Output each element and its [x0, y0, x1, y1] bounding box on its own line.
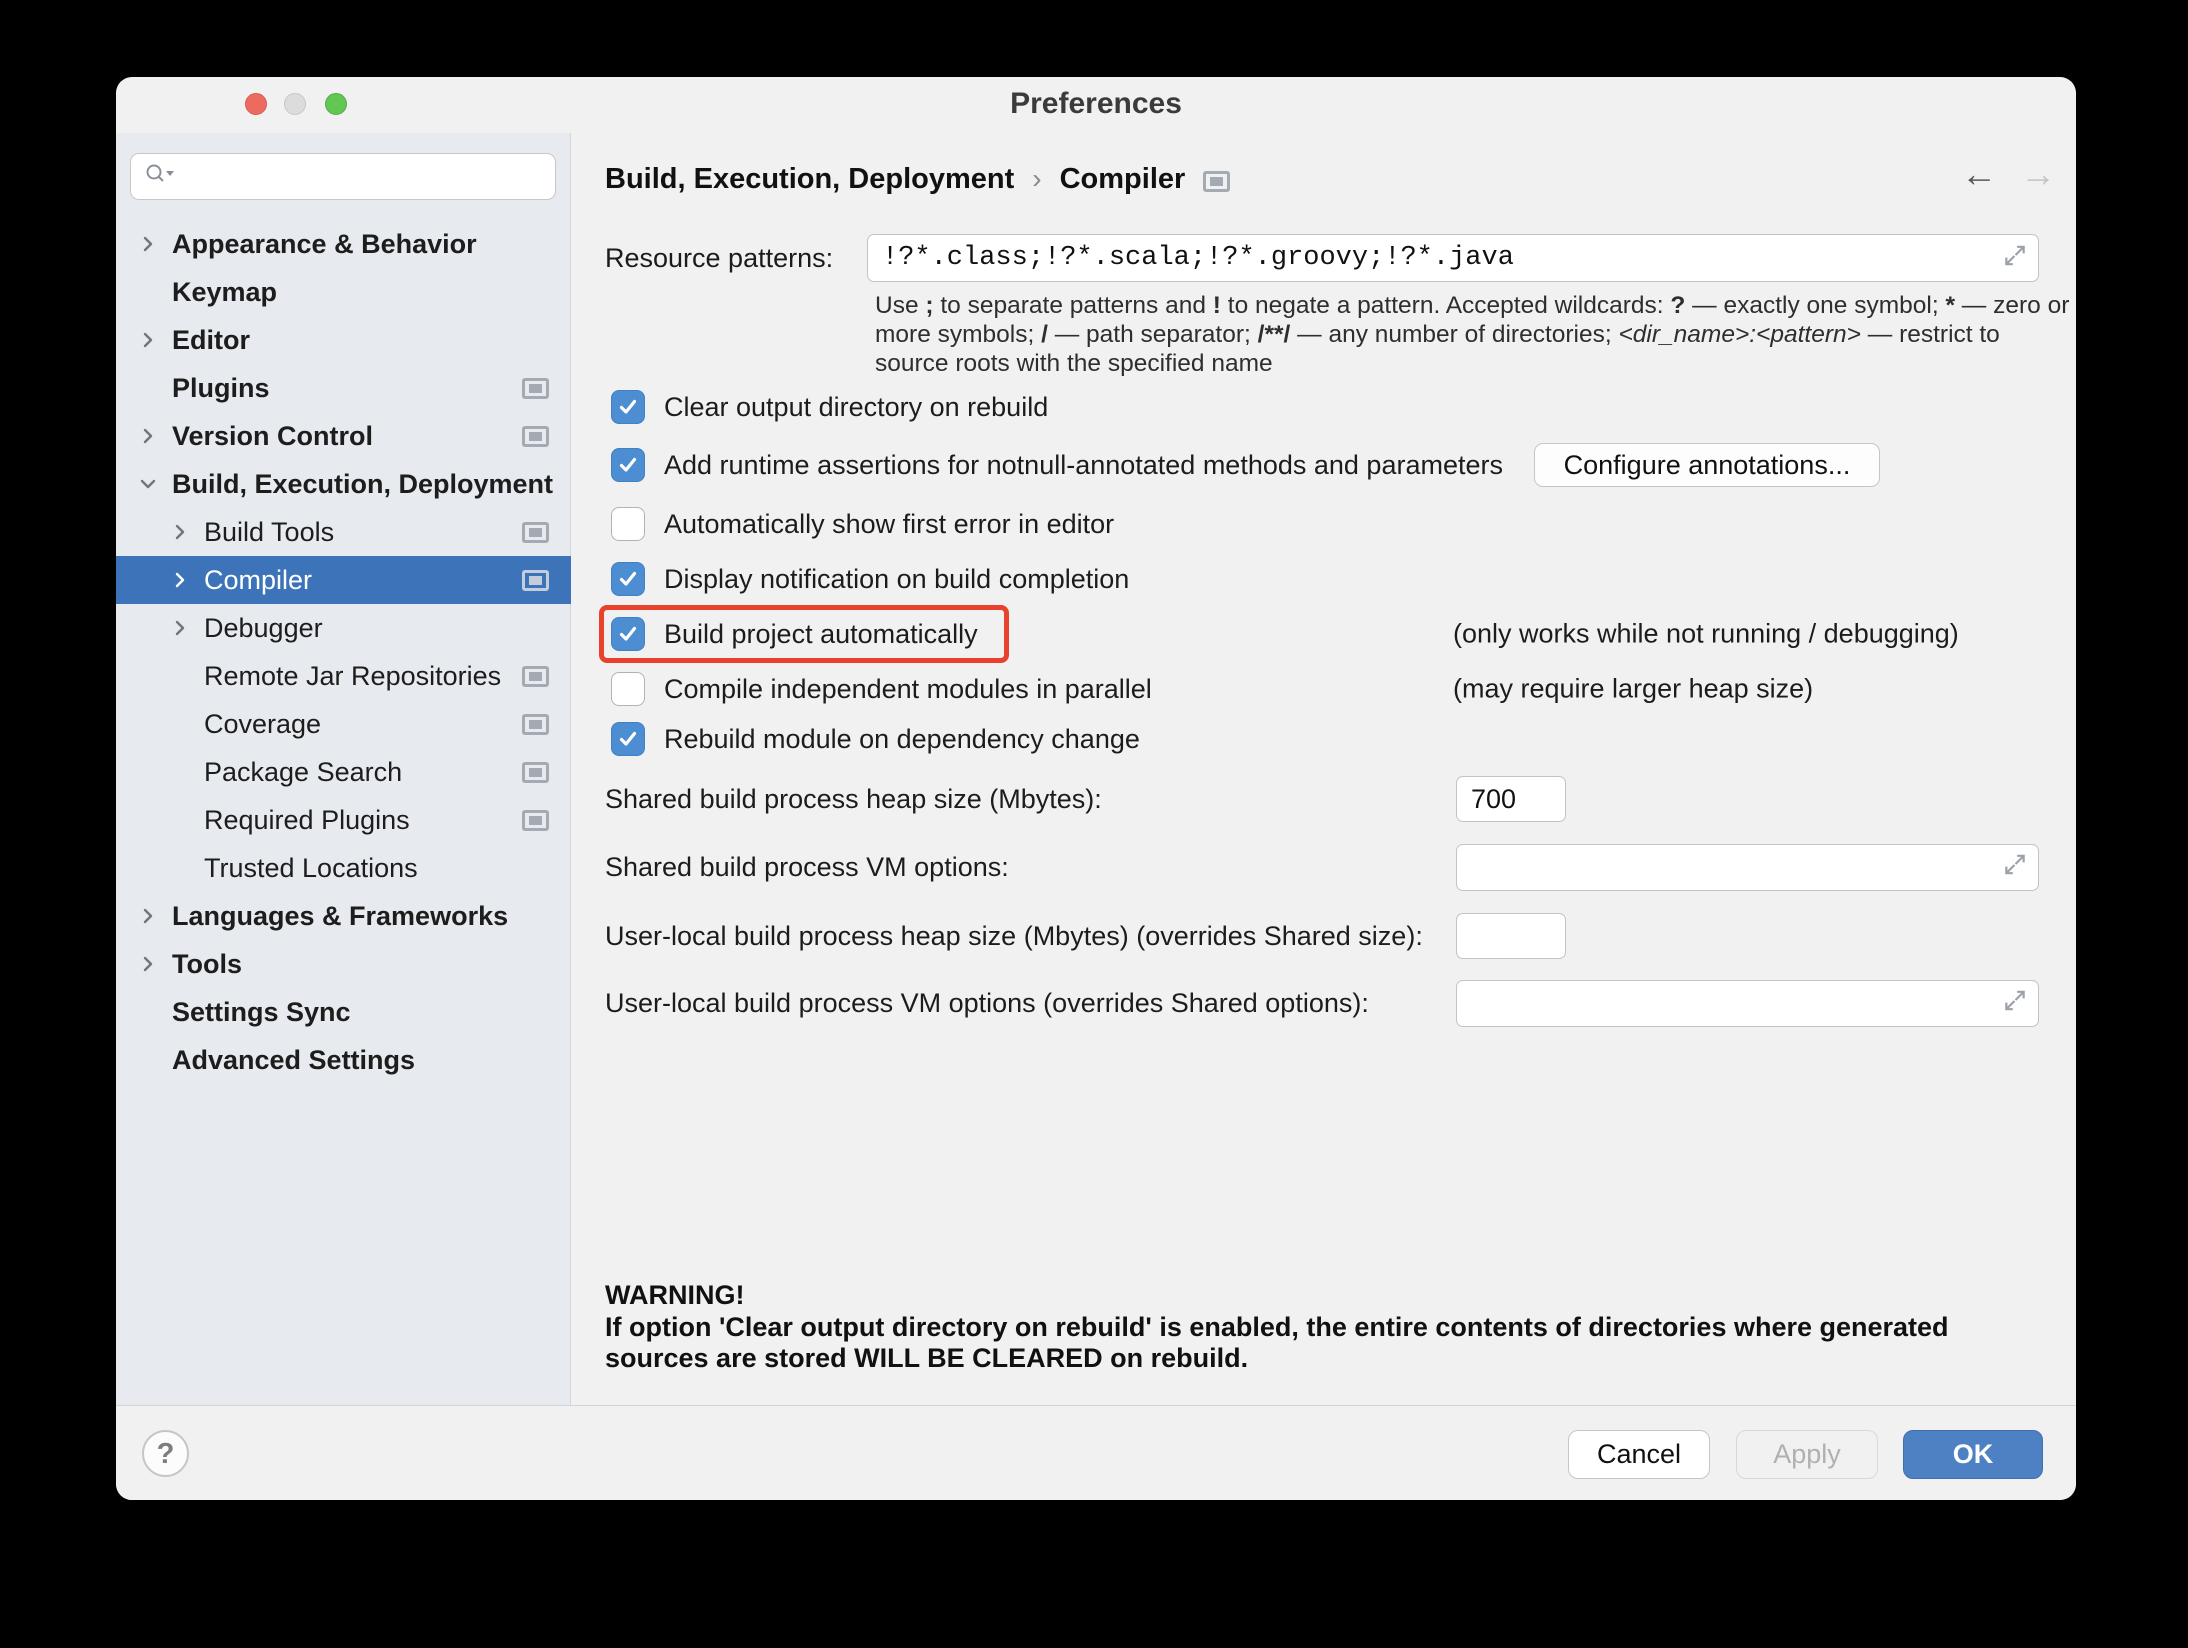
checkbox-row	[611, 441, 1503, 489]
chevron-right-icon[interactable]	[138, 330, 158, 350]
sidebar-item-label: Trusted Locations	[204, 853, 418, 883]
sidebar-item-appearance-behavior[interactable]	[116, 220, 571, 268]
screen-indicator-icon	[1203, 171, 1230, 192]
sidebar-item-label: Remote Jar Repositories	[204, 661, 502, 691]
screen-indicator-icon	[522, 666, 549, 687]
field-label: Shared build process VM options:	[605, 852, 1009, 882]
screen-indicator-icon	[522, 714, 549, 735]
checkbox-automatically-show-first-error-in-editor[interactable]	[611, 507, 645, 541]
checkbox-label: Automatically show first error in editor	[664, 508, 1115, 539]
sidebar-item-build-execution-deployment[interactable]	[116, 460, 571, 508]
sidebar-item-label: Required Plugins	[204, 805, 410, 835]
field-input-1[interactable]	[1456, 844, 2039, 891]
checkbox-label: Display notification on build completion	[664, 563, 1130, 594]
search-icon	[143, 162, 177, 191]
sidebar-item-label: Appearance & Behavior	[172, 229, 477, 259]
chevron-down-icon[interactable]	[138, 474, 158, 494]
resource-patterns-label: Resource patterns:	[605, 243, 834, 273]
field-input-2[interactable]	[1456, 913, 1566, 959]
sidebar-item-label: Coverage	[204, 709, 322, 739]
compiler-settings-panel	[572, 133, 2076, 1405]
checkbox-add-runtime-assertions-for-notnull-annotated-methods-and-parameters[interactable]	[611, 448, 645, 482]
checkbox-note: (may require larger heap size)	[1453, 673, 1814, 704]
sidebar-item-advanced-settings[interactable]	[116, 1036, 571, 1084]
help-line: source roots with the specified name	[875, 350, 1273, 377]
screen-indicator-icon	[522, 522, 549, 543]
forward-arrow-icon[interactable]: →	[2020, 153, 2056, 194]
minimize-button[interactable]	[284, 93, 306, 115]
field-input-0[interactable]	[1456, 776, 1566, 822]
preferences-window	[116, 77, 2076, 1500]
sidebar-item-package-search[interactable]	[116, 748, 571, 796]
checkbox-note: (only works while not running / debugging)	[1453, 618, 1959, 649]
search-input[interactable]	[130, 153, 556, 200]
sidebar-item-required-plugins[interactable]	[116, 796, 571, 844]
sidebar-item-label: Advanced Settings	[172, 1045, 416, 1075]
warning-line: WARNING!	[605, 1280, 745, 1310]
checkbox-build-project-automatically[interactable]	[611, 617, 645, 651]
sidebar-item-label: Version Control	[172, 421, 374, 451]
checkbox-row	[611, 500, 1114, 548]
sidebar-item-label: Keymap	[172, 277, 278, 307]
sidebar-item-label: Compiler	[204, 565, 313, 595]
breadcrumb-current[interactable]: Compiler	[1059, 162, 1186, 195]
zoom-button[interactable]	[325, 93, 347, 115]
screen-indicator-icon	[522, 426, 549, 447]
checkbox-label: Clear output directory on rebuild	[664, 391, 1049, 422]
settings-sidebar	[116, 133, 571, 1405]
chevron-right-icon[interactable]	[138, 906, 158, 926]
sidebar-item-tools[interactable]	[116, 940, 571, 988]
expand-field-icon[interactable]	[2002, 988, 2028, 1019]
apply-button[interactable]: Apply	[1736, 1430, 1878, 1479]
sidebar-item-debugger[interactable]	[116, 604, 571, 652]
warning-text	[605, 1280, 1949, 1375]
help-line: Use ; to separate patterns and ! to negate a pattern. Accepted wildcards: ? — exactly one symbol; * — zero or	[875, 292, 2070, 319]
checkbox-row	[611, 610, 978, 658]
sidebar-item-label: Build Tools	[204, 517, 335, 547]
checkbox-row	[611, 665, 1152, 713]
back-arrow-icon[interactable]: ←	[1961, 153, 1997, 194]
warning-line: If option 'Clear output directory on rebuild' is enabled, the entire contents of directories where generated	[605, 1311, 1949, 1342]
dialog-footer	[116, 1405, 2076, 1500]
configure-annotations-button[interactable]: Configure annotations...	[1534, 443, 1880, 487]
checkbox-row	[611, 383, 1048, 431]
chevron-right-icon[interactable]	[138, 426, 158, 446]
breadcrumb-parent[interactable]: Build, Execution, Deployment	[605, 162, 1015, 195]
ok-button[interactable]: OK	[1903, 1430, 2043, 1479]
sidebar-item-label: Debugger	[204, 613, 323, 643]
sidebar-item-label: Editor	[172, 325, 250, 355]
chevron-right-icon[interactable]	[170, 522, 190, 542]
resource-patterns-value: !?*.class;!?*.scala;!?*.groovy;!?*.java	[882, 243, 1514, 273]
resource-patterns-field[interactable]	[867, 234, 2039, 282]
field-input-3[interactable]	[1456, 980, 2039, 1027]
chevron-right-icon[interactable]	[138, 234, 158, 254]
checkbox-label: Compile independent modules in parallel	[664, 673, 1152, 704]
field-value: 700	[1471, 783, 1517, 814]
sidebar-item-plugins[interactable]	[116, 364, 571, 412]
checkbox-compile-independent-modules-in-parallel[interactable]	[611, 672, 645, 706]
sidebar-item-label: Settings Sync	[172, 997, 351, 1027]
field-label: Shared build process heap size (Mbytes):	[605, 784, 1102, 814]
title-bar	[116, 77, 2076, 133]
screen-indicator-icon	[522, 810, 549, 831]
sidebar-item-label: Build, Execution, Deployment	[172, 469, 554, 499]
window-title: Preferences	[1010, 87, 1182, 120]
sidebar-item-label: Languages & Frameworks	[172, 901, 509, 931]
chevron-right-icon[interactable]	[170, 570, 190, 590]
expand-field-icon[interactable]	[2002, 243, 2028, 274]
sidebar-item-compiler[interactable]	[116, 556, 571, 604]
field-label: User-local build process VM options (overrides Shared options):	[605, 988, 1369, 1018]
sidebar-item-settings-sync[interactable]	[116, 988, 571, 1036]
sidebar-item-build-tools[interactable]	[116, 508, 571, 556]
chevron-right-icon[interactable]	[170, 618, 190, 638]
expand-field-icon[interactable]	[2002, 852, 2028, 883]
sidebar-item-keymap[interactable]	[116, 268, 571, 316]
resource-patterns-help	[875, 291, 2070, 378]
close-button[interactable]	[245, 93, 267, 115]
sidebar-item-editor[interactable]	[116, 316, 571, 364]
screen-indicator-icon	[522, 378, 549, 399]
checkbox-label: Build project automatically	[664, 618, 978, 649]
checkbox-clear-output-directory-on-rebuild[interactable]	[611, 390, 645, 424]
field-label: User-local build process heap size (Mbytes) (overrides Shared size):	[605, 921, 1423, 951]
checkbox-display-notification-on-build-completion[interactable]	[611, 562, 645, 596]
sidebar-item-version-control[interactable]	[116, 412, 571, 460]
sidebar-item-coverage[interactable]	[116, 700, 571, 748]
breadcrumb	[605, 159, 1230, 199]
cancel-button[interactable]: Cancel	[1568, 1430, 1710, 1479]
sidebar-item-label: Plugins	[172, 373, 270, 403]
sidebar-item-label: Tools	[172, 949, 242, 979]
checkbox-row	[611, 555, 1129, 603]
sidebar-item-remote-jar-repositories[interactable]	[116, 652, 571, 700]
checkbox-rebuild-module-on-dependency-change[interactable]	[611, 722, 645, 756]
help-button[interactable]: ?	[142, 1430, 189, 1477]
help-line: more symbols; / — path separator; /**/ — any number of directories; <dir_name>:<pattern> — restrict to	[875, 321, 2000, 348]
breadcrumb-separator-icon: ›	[1032, 163, 1042, 194]
warning-line: sources are stored WILL BE CLEARED on rebuild.	[605, 1343, 1249, 1373]
checkbox-label: Add runtime assertions for notnull-annotated methods and parameters	[664, 449, 1503, 480]
screen-indicator-icon	[522, 762, 549, 783]
screen-indicator-icon	[522, 570, 549, 591]
sidebar-item-languages-frameworks[interactable]	[116, 892, 571, 940]
checkbox-row	[611, 715, 1140, 763]
sidebar-item-trusted-locations[interactable]	[116, 844, 571, 892]
checkbox-label: Rebuild module on dependency change	[664, 723, 1140, 754]
chevron-right-icon[interactable]	[138, 954, 158, 974]
sidebar-item-label: Package Search	[204, 757, 403, 787]
